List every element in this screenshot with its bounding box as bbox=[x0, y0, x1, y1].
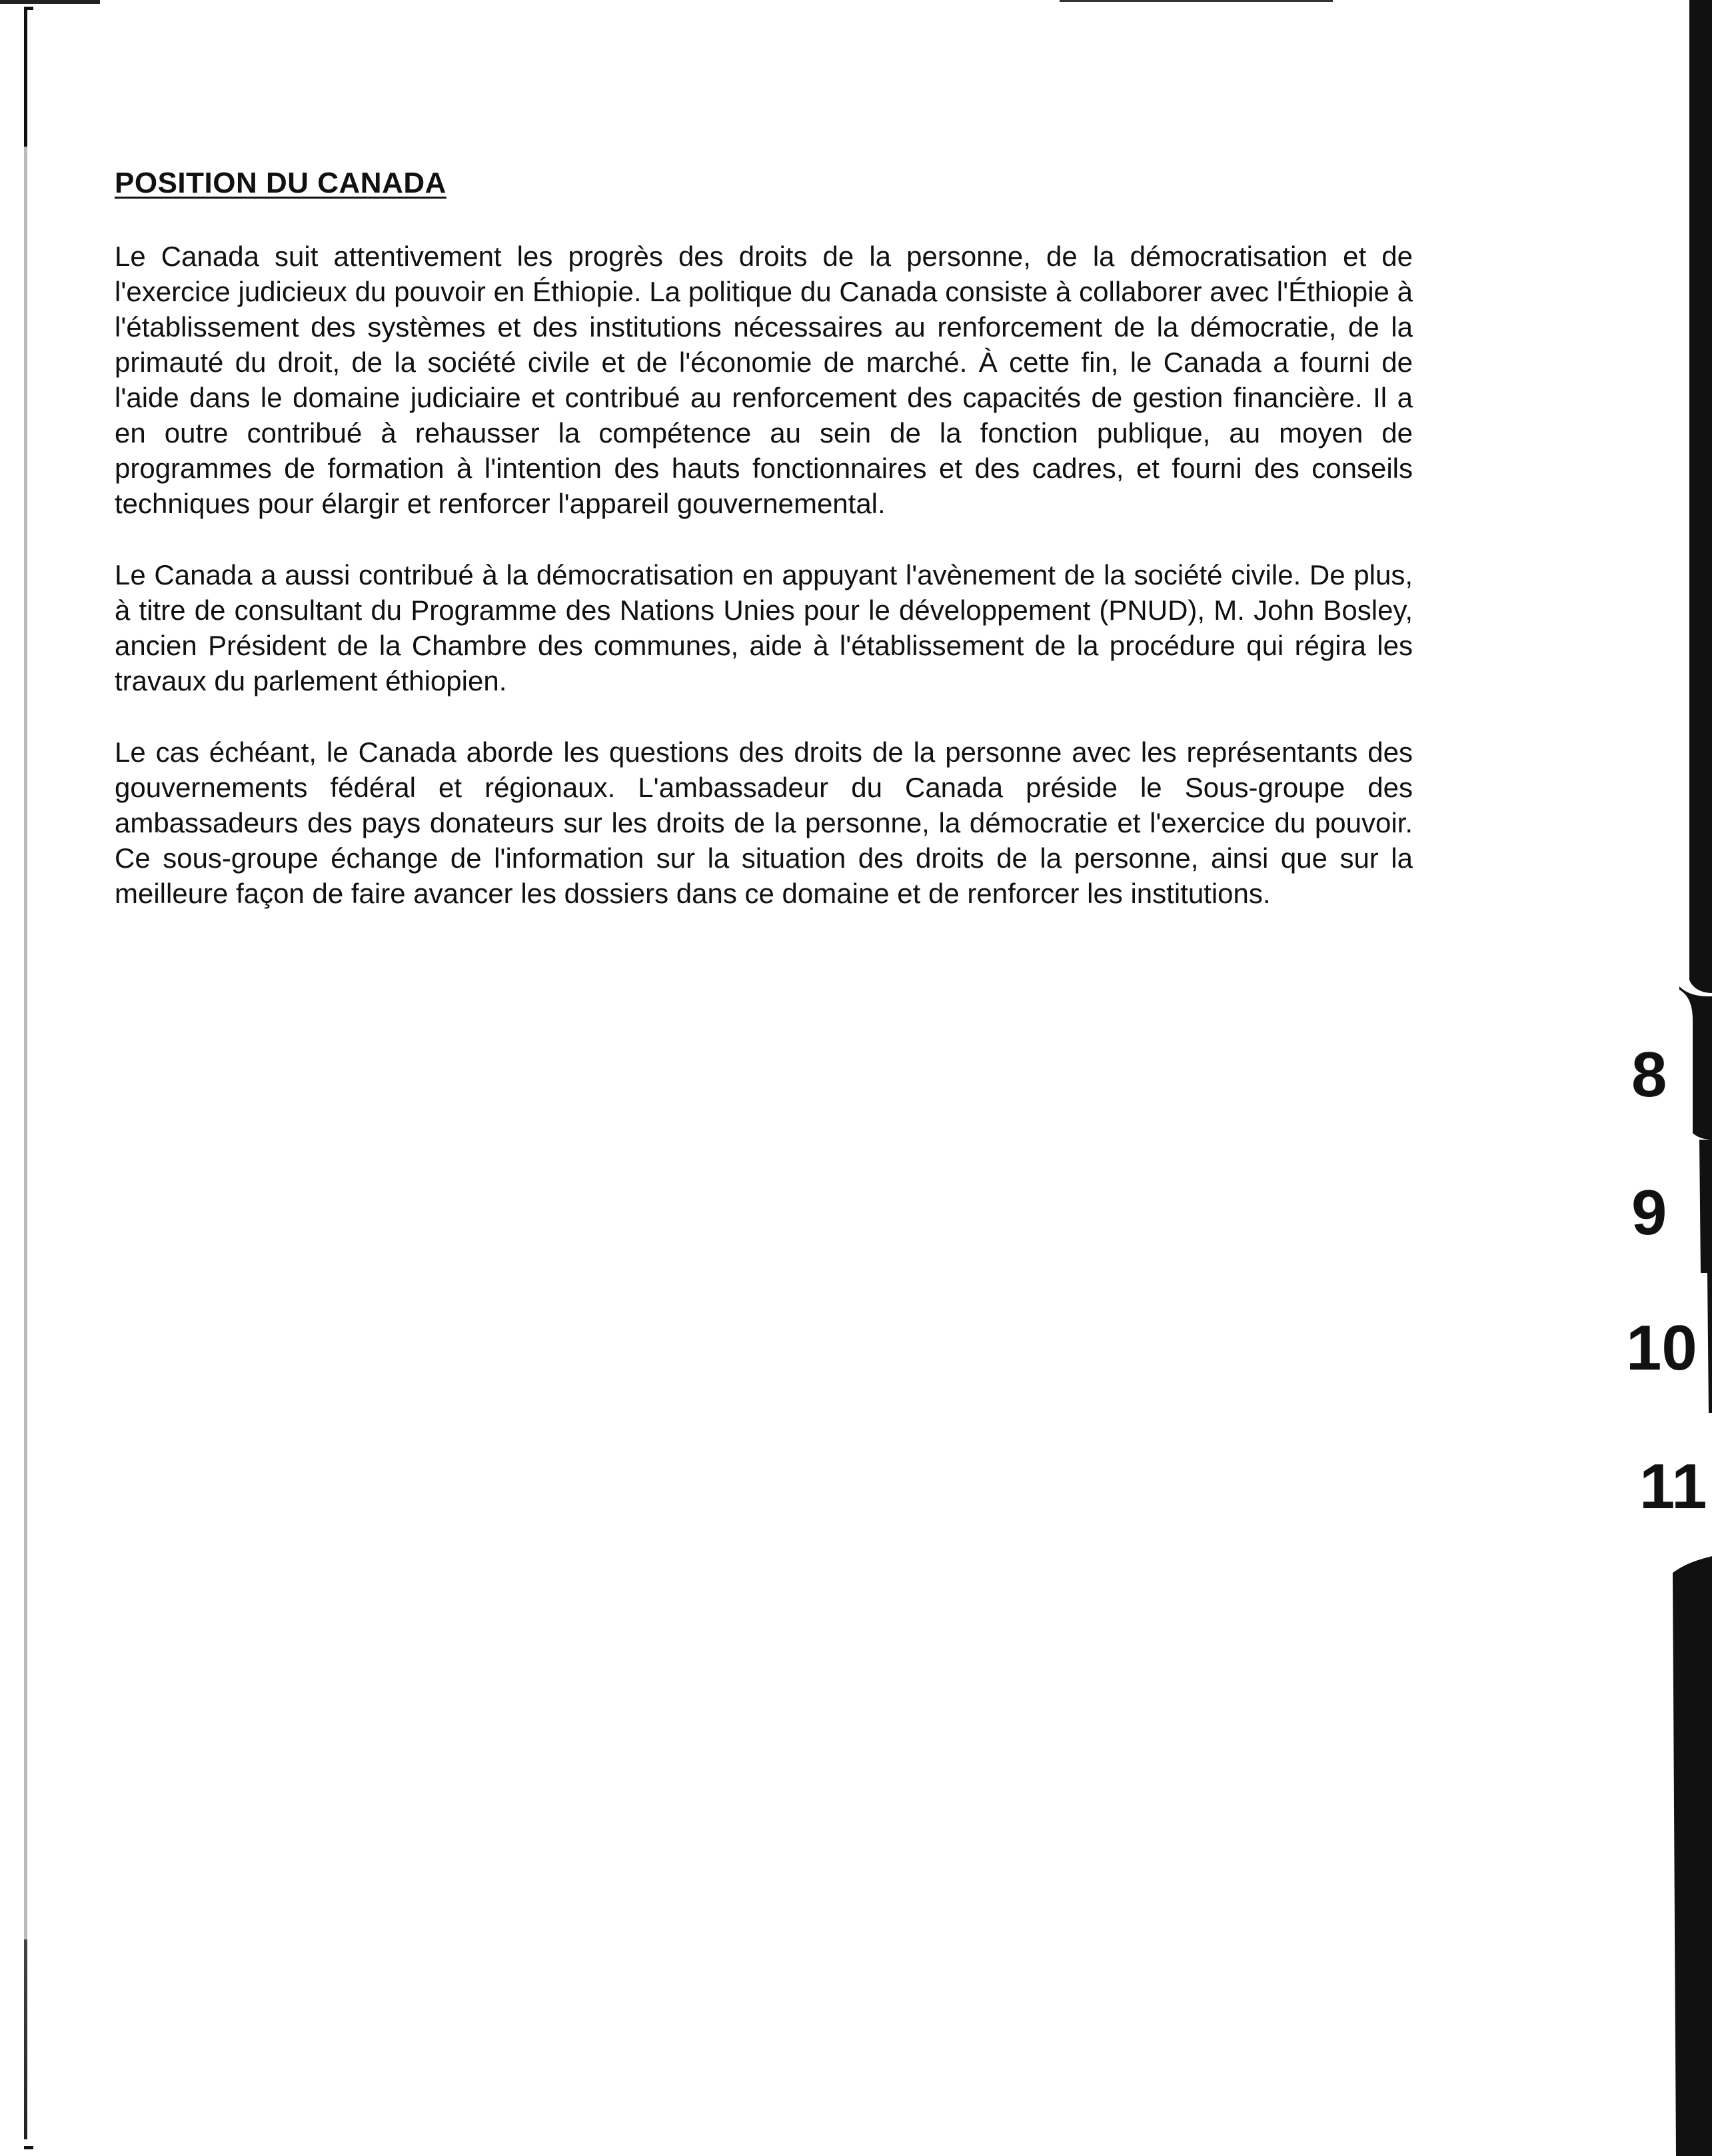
tab-divider-strip bbox=[1626, 0, 1712, 2156]
section-heading: POSITION DU CANADA bbox=[115, 167, 446, 199]
scan-left-bracket-top bbox=[24, 7, 33, 10]
scan-left-bracket-bottom bbox=[24, 2146, 33, 2149]
tab-label-11: 11 bbox=[1639, 1451, 1707, 1522]
scan-top-rule bbox=[1060, 0, 1333, 2]
tab-label-8: 8 bbox=[1631, 1039, 1667, 1110]
paragraph-human-rights-dialogue: Le cas échéant, le Canada aborde les questions des droits de la personne avec les représentants des gouvernements fédéral et régionaux. L'ambassadeur du Canada préside le Sous-groupe des ambassadeurs des pays donateurs sur les droits de la personne, la démocratie et l'exercice du pouvoir. Ce sous-groupe échange de l'information sur la situation des droits de la personne, ainsi que sur la meilleure façon de faire avancer les dossiers dans ce domaine et de renforcer les institutions. bbox=[115, 736, 1413, 909]
document-body bbox=[115, 167, 1413, 947]
tab-label-9: 9 bbox=[1631, 1177, 1667, 1248]
scan-top-edge bbox=[0, 0, 100, 4]
paragraph-democratisation: Le Canada a aussi contribué à la démocratisation en appuyant l'avènement de la société civile. De plus, à titre de consultant du Programme des Nations Unies pour le développement (PNUD), M. John Bosley, ancien Président de la Chambre des communes, aide à l'établissement de la procédure qui régira les travaux du parlement éthiopien. bbox=[115, 559, 1413, 696]
paragraph-canada-support: Le Canada suit attentivement les progrès des droits de la personne, de la démocratisation et de l'exercice judicieux du pouvoir en Éthiopie. La politique du Canada consiste à collaborer avec l'Éthiopie à l'établissement des systèmes et des institutions nécessaires au renforcement de la démocratie, de la primauté du droit, de la société civile et de l'économie de marché. À cette fin, le Canada a fourni de l'aide dans le domaine judiciaire et contribué au renforcement des capacités de gestion financière. Il a en outre contribué à rehausser la compétence au sein de la fonction publique, au moyen de programmes de formation à l'intention des hauts fonctionnaires et des cadres, et fourni des conseils techniques pour élargir et renforcer l'appareil gouvernemental. bbox=[115, 241, 1413, 519]
tab-label-10: 10 bbox=[1626, 1312, 1697, 1384]
scan-left-binding-edge bbox=[24, 7, 27, 2139]
